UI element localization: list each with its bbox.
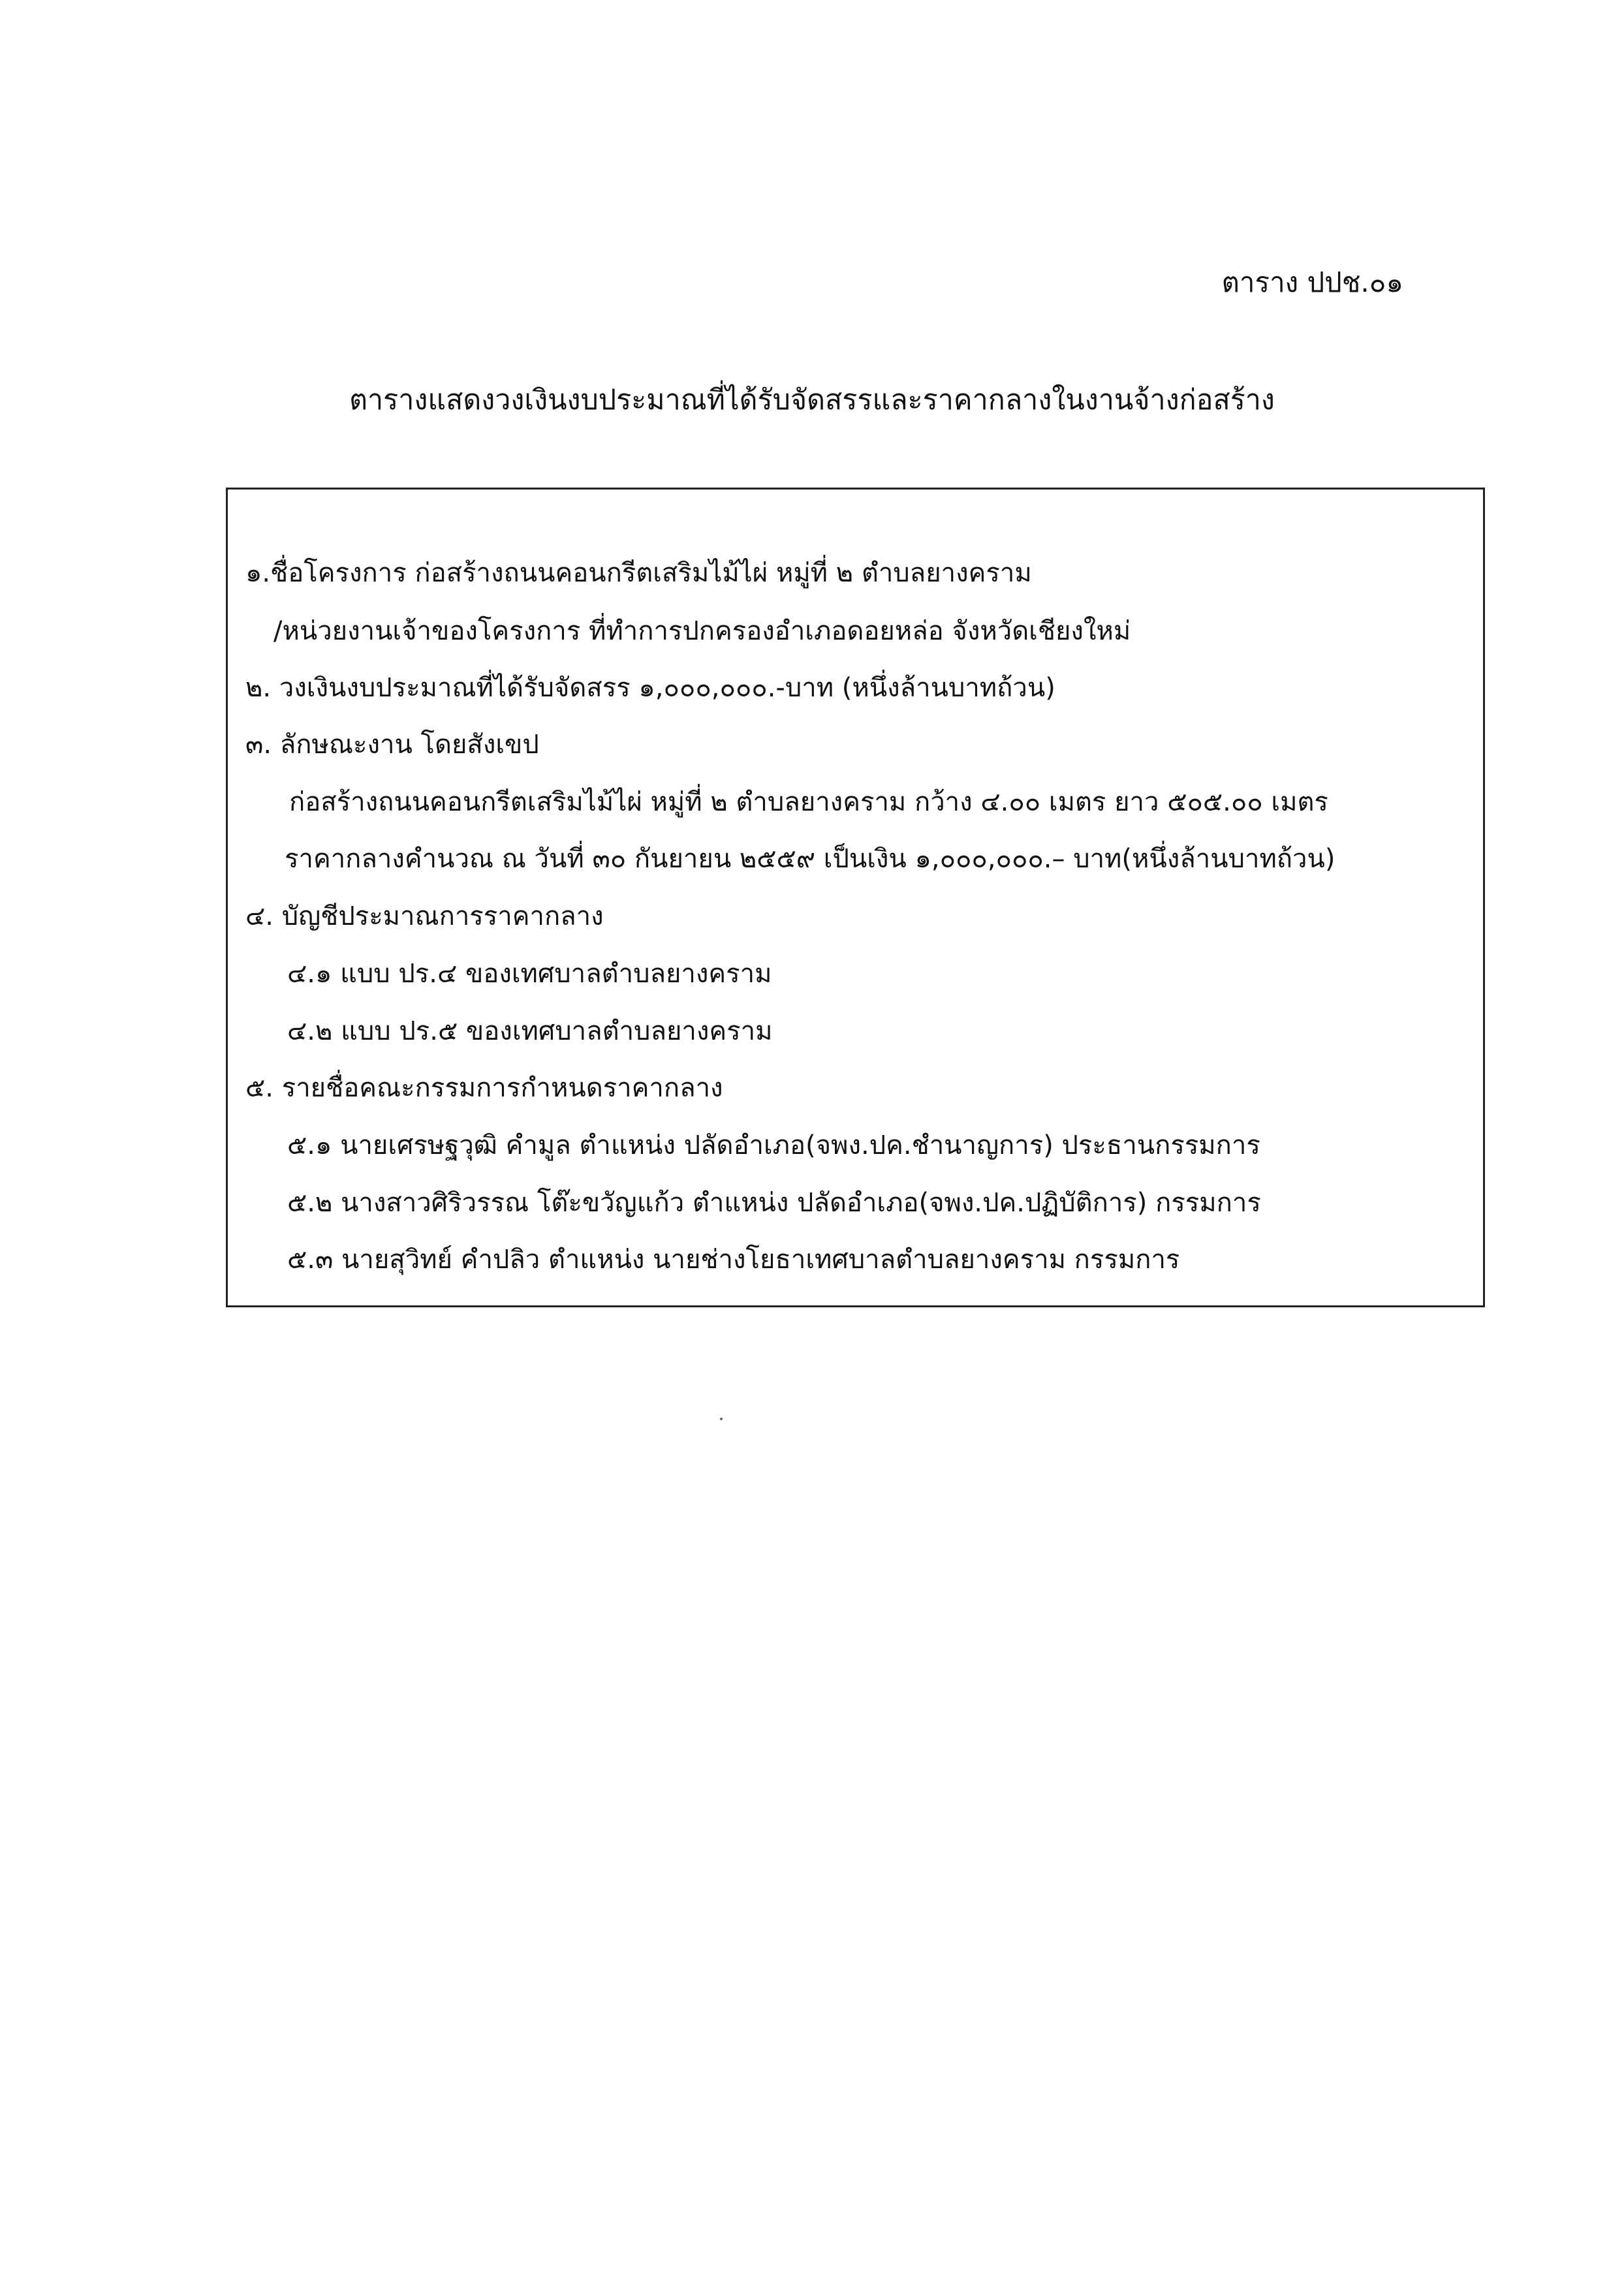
scan-speck (720, 1418, 723, 1420)
reference-price-line: ราคากลางคำนวณ ณ วันที่ ๓๐ กันยายน ๒๕๕๙ เป็นเงิน ๑,๐๐๐,๐๐๐.– บาท(หนึ่งล้านบาทถ้วน) (285, 844, 1335, 874)
price-estimate-heading: ๔. บัญชีประมาณการราคากลาง (245, 901, 604, 931)
price-estimate-item-2: ๔.๒ แบบ ปร.๕ ของเทศบาลตำบลยางคราม (287, 1016, 773, 1046)
committee-member-1: ๕.๑ นายเศรษฐวุฒิ คำมูล ตำแหน่ง ปลัดอำเภอ(จพง.ปค.ชำนาญการ) ประธานกรรมการ (287, 1130, 1260, 1160)
document-title: ตารางแสดงวงเงินงบประมาณที่ได้รับจัดสรรและราคากลางในงานจ้างก่อสร้าง (349, 384, 1275, 416)
form-code: ตาราง ปปช.๐๑ (1221, 266, 1403, 298)
project-agency-line: /หน่วยงานเจ้าของโครงการ ที่ทำการปกครองอำเภอดอยหล่อ จังหวัดเชียงใหม่ (273, 616, 1131, 646)
committee-heading: ๕. รายชื่อคณะกรรมการกำหนดราคากลาง (245, 1073, 723, 1103)
project-info-box (226, 488, 1485, 1307)
project-name-line: ๑.ชื่อโครงการ ก่อสร้างถนนคอนกรีตเสริมไม้ไผ่ หมู่ที่ ๒ ตำบลยางคราม (245, 558, 1032, 588)
price-estimate-item-1: ๔.๑ แบบ ปร.๔ ของเทศบาลตำบลยางคราม (287, 959, 772, 989)
committee-member-3: ๕.๓ นายสุวิทย์ คำปลิว ตำแหน่ง นายช่างโยธาเทศบาลตำบลยางคราม กรรมการ (287, 1245, 1180, 1275)
budget-line: ๒. วงเงินงบประมาณที่ได้รับจัดสรร ๑,๐๐๐,๐๐๐.-บาท (หนึ่งล้านบาทถ้วน) (245, 673, 1055, 703)
work-description-heading: ๓. ลักษณะงาน โดยสังเขป (245, 730, 539, 760)
committee-member-2: ๕.๒ นางสาวศิริวรรณ โต๊ะขวัญแก้ว ตำแหน่ง ปลัดอำเภอ(จพง.ปค.ปฏิบัติการ) กรรมการ (287, 1188, 1261, 1218)
work-description-detail: ก่อสร้างถนนคอนกรีตเสริมไม้ไผ่ หมู่ที่ ๒ ตำบลยางคราม กว้าง ๔.๐๐ เมตร ยาว ๕๐๕.๐๐ เมตร (289, 787, 1328, 817)
